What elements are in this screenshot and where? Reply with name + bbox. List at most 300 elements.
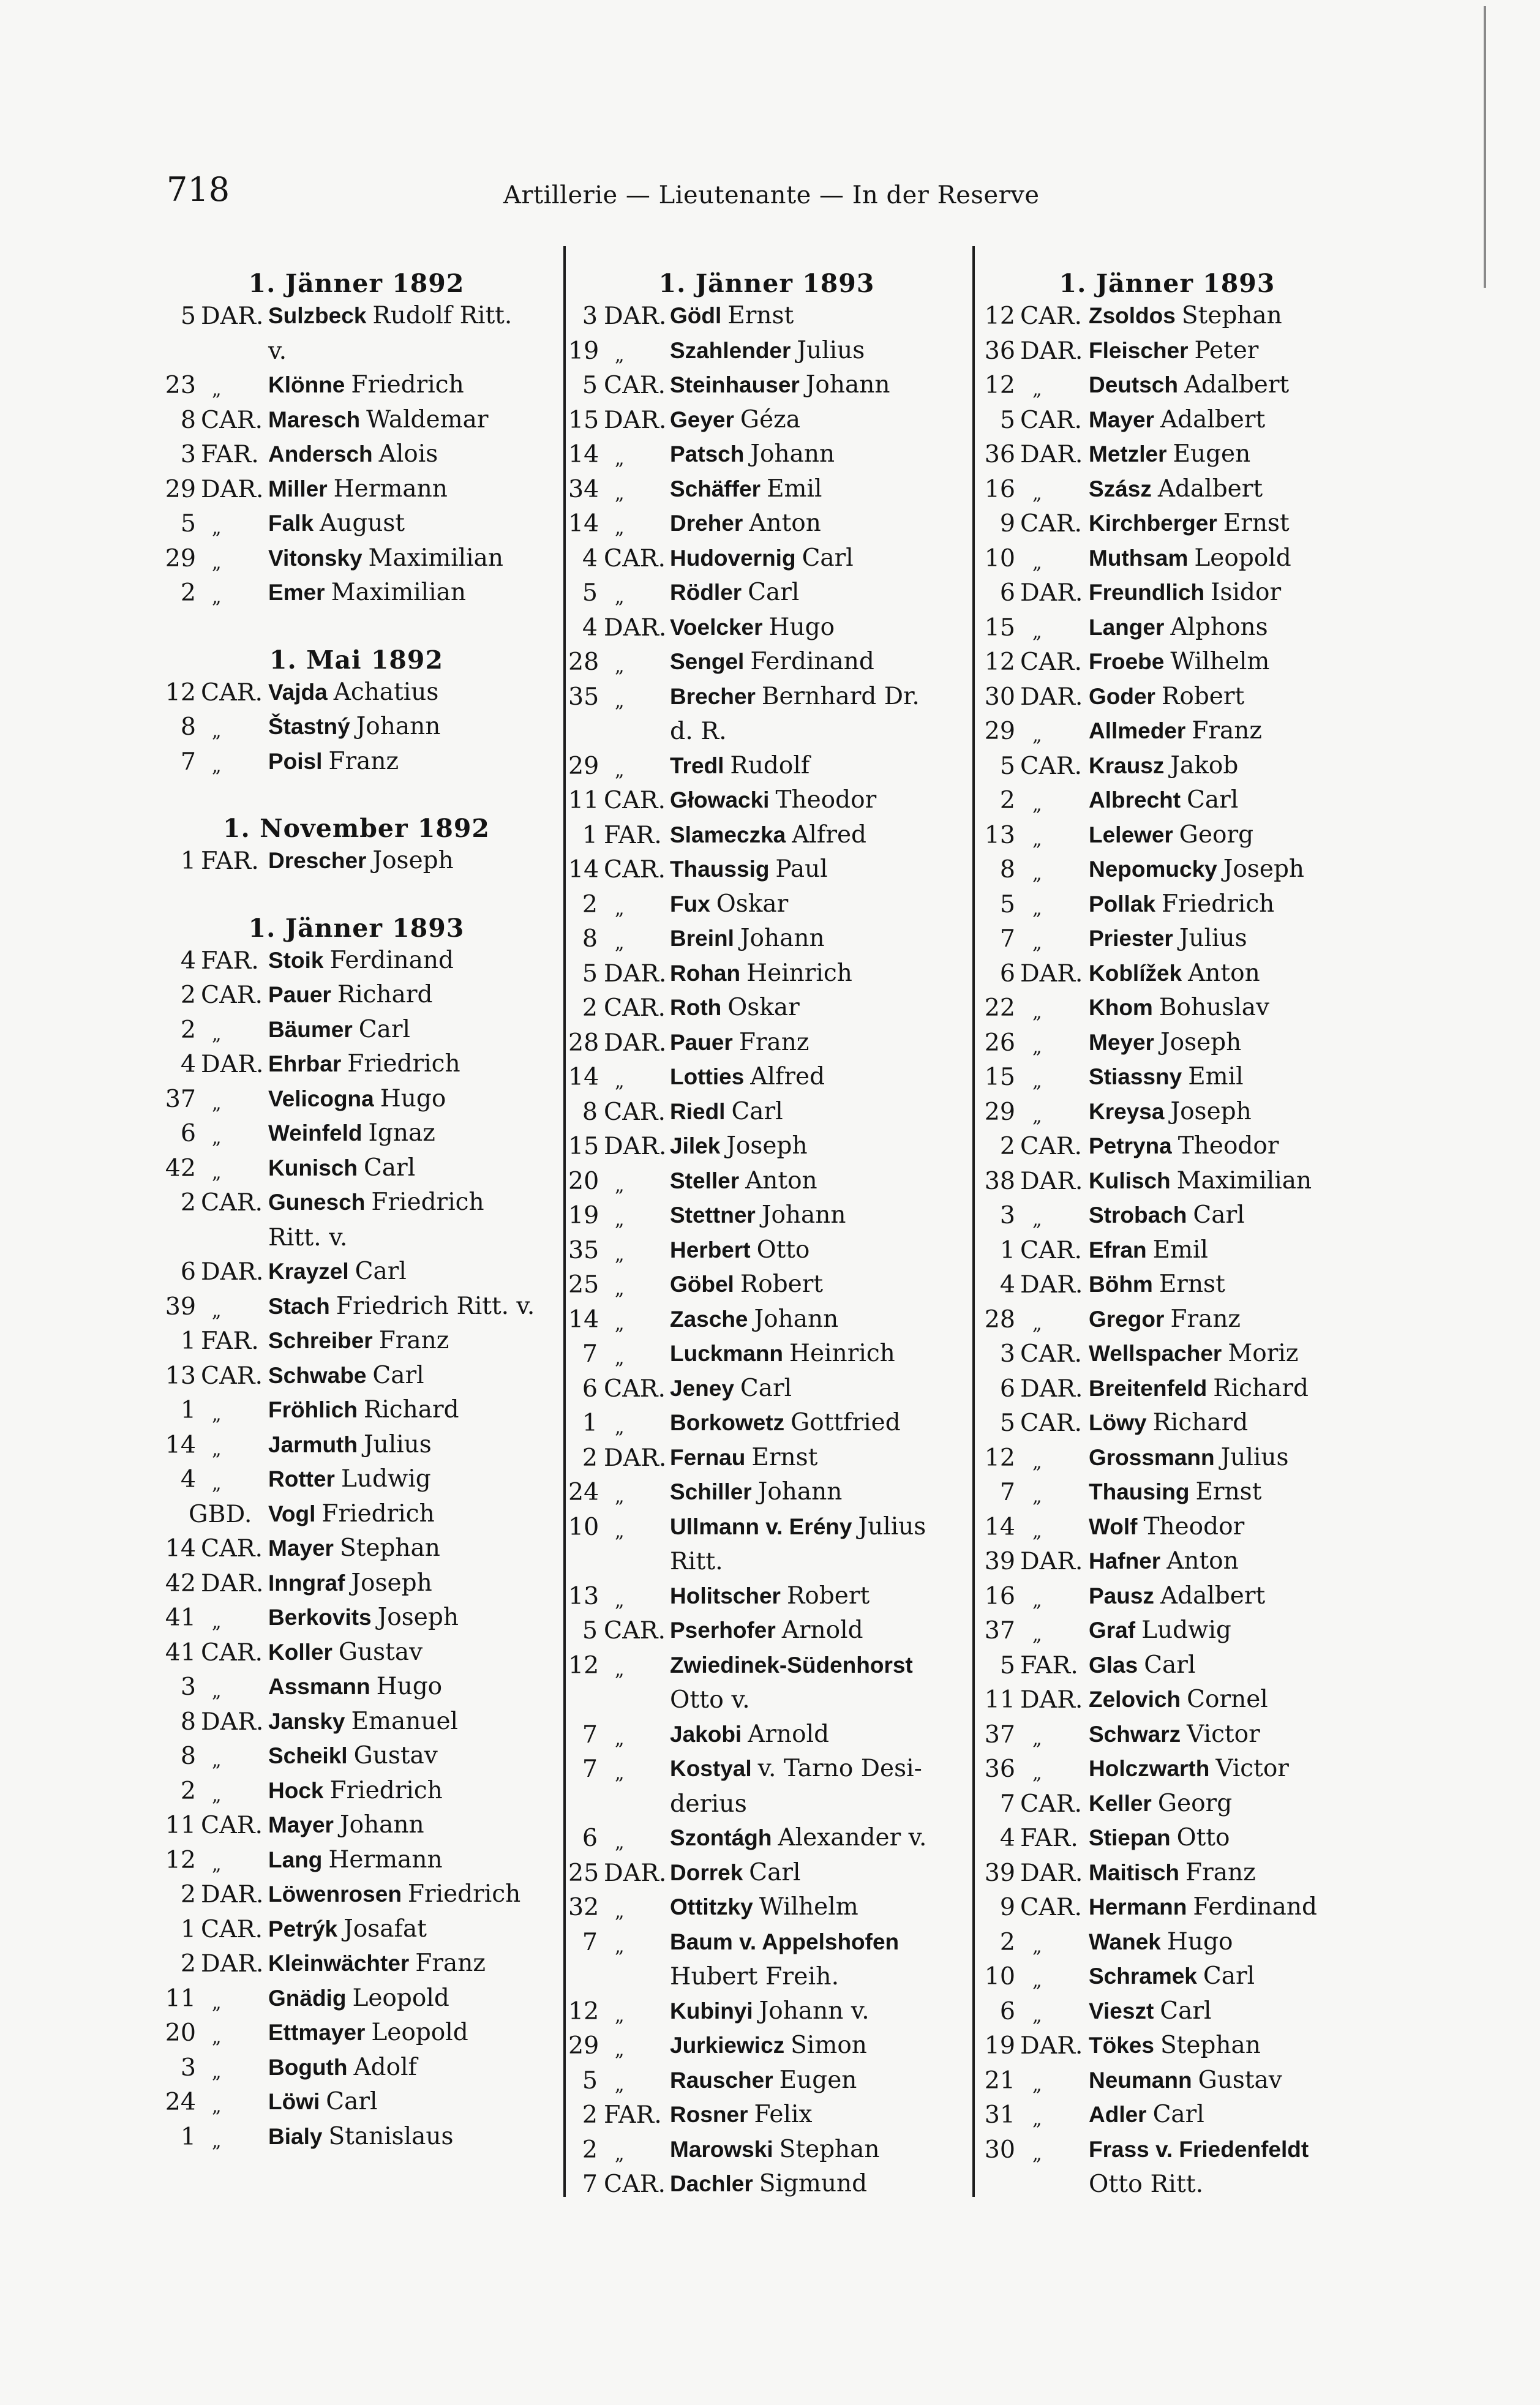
- regiment-number: 14: [568, 509, 599, 538]
- entry-row: [977, 1752, 1357, 1787]
- unit-abbreviation: DAR.: [604, 613, 667, 642]
- regiment-number: 8: [582, 925, 598, 953]
- entry-row: [568, 1821, 965, 1856]
- entry-row: [160, 2016, 552, 2050]
- ditto-mark: „: [615, 759, 625, 781]
- given-names: Carl: [740, 1374, 792, 1402]
- surname: Adler Carl: [1089, 2101, 1204, 2128]
- entry-row: [160, 1497, 552, 1532]
- unit-abbreviation: GBD.: [189, 1499, 252, 1528]
- surname: Kreysa Joseph: [1089, 1097, 1252, 1125]
- entry-row: [977, 1787, 1357, 1822]
- surname: Scheikl Gustav: [268, 1742, 438, 1769]
- surname: Thausing Ernst: [1089, 1478, 1262, 1506]
- continuation-text: Otto Ritt.: [1089, 2170, 1204, 2198]
- entry-row: [160, 944, 552, 978]
- regiment-number: 13: [984, 820, 1015, 849]
- entry-row: [568, 2028, 965, 2063]
- entry-row: [160, 1255, 552, 1289]
- surname: Berkovits Joseph: [268, 1604, 459, 1631]
- surname: Assmann Hugo: [268, 1673, 443, 1700]
- given-names: Emil: [1152, 1236, 1208, 1264]
- regiment-number: 11: [568, 786, 599, 814]
- unit-abbreviation: CAR.: [1020, 405, 1083, 434]
- given-names: Theodor: [1178, 1132, 1279, 1160]
- entry-row: [568, 610, 965, 645]
- regiment-number: 8: [582, 1097, 598, 1126]
- surname: Steinhauser Johann: [670, 371, 890, 399]
- surname: Pausz Adalbert: [1089, 1581, 1266, 1610]
- ditto-mark: „: [615, 1520, 625, 1542]
- entry-row: [160, 1566, 552, 1601]
- entry-row: [977, 749, 1357, 784]
- regiment-number: 4: [180, 1050, 196, 1078]
- ditto-mark: „: [1032, 379, 1042, 400]
- regiment-number: 24: [165, 2088, 196, 2116]
- entry-row: [977, 1994, 1357, 2029]
- entry-row: [977, 1510, 1357, 1545]
- section-heading: 1. Jänner 1892: [248, 269, 465, 298]
- entry-row: [568, 403, 965, 438]
- regiment-number: 25: [568, 1270, 599, 1299]
- given-names: Heinrich: [746, 959, 852, 987]
- entry-row: [568, 783, 965, 818]
- continuation-text: Hubert Freih.: [670, 1962, 839, 1990]
- surname: Schwarz Victor: [1089, 1720, 1260, 1748]
- ditto-mark: „: [1032, 1520, 1042, 1542]
- regiment-number: 9: [999, 1893, 1015, 1921]
- surname: Jeney Carl: [670, 1374, 792, 1402]
- ditto-mark: „: [615, 1589, 625, 1611]
- given-names: Joseph: [372, 847, 454, 874]
- given-names: Carl: [358, 1015, 410, 1043]
- surname: Priester Julius: [1089, 925, 1247, 952]
- surname: Wanek Hugo: [1089, 1927, 1233, 1956]
- entry-continuation: [977, 2167, 1357, 2202]
- entry-row: [977, 680, 1357, 715]
- ditto-mark: „: [212, 2096, 222, 2117]
- surname: Glas Carl: [1089, 1651, 1196, 1679]
- regiment-number: 3: [582, 302, 598, 330]
- unit-abbreviation: CAR.: [1020, 1893, 1083, 1921]
- regiment-number: 13: [165, 1361, 196, 1390]
- unit-abbreviation: CAR.: [604, 2170, 666, 2198]
- regiment-number: 37: [984, 1720, 1015, 1749]
- entry-row: [568, 749, 965, 784]
- surname: Ettmayer Leopold: [268, 2019, 468, 2046]
- given-names: Adalbert: [1157, 475, 1263, 503]
- regiment-number: 15: [984, 1063, 1015, 1091]
- unit-abbreviation: CAR.: [201, 1915, 263, 1943]
- regiment-number: 14: [984, 1512, 1015, 1541]
- regiment-number: 23: [165, 371, 196, 399]
- given-names: Joseph: [377, 1604, 459, 1631]
- given-names: Felix: [754, 2101, 813, 2128]
- surname: Pauer Franz: [670, 1028, 809, 1056]
- entry-row: [568, 1164, 965, 1199]
- entry-row: [977, 1683, 1357, 1717]
- regiment-number: 39: [984, 1858, 1015, 1887]
- unit-abbreviation: DAR.: [604, 405, 667, 434]
- surname: Steller Anton: [670, 1166, 817, 1195]
- surname: Khom Bohuslav: [1089, 994, 1269, 1021]
- surname: Stiassny Emil: [1089, 1063, 1244, 1090]
- entry-row: [568, 1198, 965, 1233]
- regiment-number: 35: [568, 682, 599, 711]
- surname: Göbel Robert: [670, 1270, 824, 1298]
- surname: Herbert Otto: [670, 1236, 810, 1264]
- ditto-mark: „: [1032, 1002, 1042, 1023]
- surname: Petryna Theodor: [1089, 1132, 1279, 1160]
- surname: Wellspacher Moriz: [1089, 1340, 1299, 1367]
- given-names: Hermann: [328, 1845, 443, 1874]
- regiment-number: 14: [165, 1430, 196, 1459]
- surname: Velicogna Hugo: [268, 1084, 446, 1112]
- surname: Wolf Theodor: [1089, 1512, 1245, 1540]
- given-names: Johann: [339, 1811, 424, 1839]
- ditto-mark: „: [615, 1313, 625, 1335]
- entry-continuation: [160, 1220, 552, 1255]
- given-names: Oskar: [716, 890, 789, 918]
- given-names: Otto: [1176, 1824, 1230, 1852]
- regiment-number: 2: [582, 890, 598, 918]
- given-names: Otto: [756, 1236, 810, 1264]
- given-names: Anton: [749, 509, 821, 537]
- page-number: 718: [167, 170, 230, 209]
- given-names: Alfred: [750, 1063, 825, 1090]
- given-names: Ernst: [751, 1443, 818, 1471]
- ditto-mark: „: [212, 1784, 222, 1806]
- regiment-number: 2: [582, 1443, 598, 1472]
- entry-row: [977, 2133, 1357, 2167]
- given-names: Carl: [363, 1154, 416, 1182]
- entry-row: [160, 1670, 552, 1705]
- surname: Löwenrosen Friedrich: [268, 1880, 521, 1908]
- surname: Brecher Bernhard Dr.: [670, 682, 920, 710]
- surname: Zwiedinek-Südenhorst: [670, 1652, 913, 1678]
- unit-abbreviation: FAR.: [604, 2101, 662, 2129]
- surname: Dreher Anton: [670, 509, 821, 537]
- surname: Vajda Achatius: [268, 678, 439, 706]
- unit-abbreviation: CAR.: [604, 1374, 666, 1403]
- surname: Koller Gustav: [268, 1638, 423, 1666]
- surname: Stach Friedrich Ritt. v.: [268, 1292, 535, 1320]
- surname: Szász Adalbert: [1089, 475, 1263, 503]
- regiment-number: 5: [999, 405, 1015, 434]
- regiment-number: 2: [180, 981, 196, 1009]
- regiment-number: 38: [984, 1166, 1015, 1195]
- surname: Dachler Sigmund: [670, 2170, 868, 2197]
- ditto-mark: „: [1032, 932, 1042, 954]
- surname: Schreiber Franz: [268, 1327, 449, 1354]
- entry-row: [568, 1890, 965, 1925]
- entry-row: [977, 1337, 1357, 1371]
- ditto-mark: „: [1032, 898, 1042, 920]
- given-names: Johann: [757, 1478, 843, 1506]
- regiment-number: 14: [568, 1305, 599, 1334]
- surname: Schäffer Emil: [670, 475, 822, 503]
- entry-row: [568, 576, 965, 610]
- regiment-number: 28: [568, 1028, 599, 1057]
- surname: Mayer Johann: [268, 1811, 424, 1839]
- surname: Efran Emil: [1089, 1236, 1208, 1264]
- ditto-mark: „: [1032, 725, 1042, 746]
- ditto-mark: „: [1032, 1589, 1042, 1611]
- unit-abbreviation: CAR.: [604, 855, 666, 884]
- unit-abbreviation: CAR.: [604, 994, 666, 1022]
- regiment-number: 16: [984, 475, 1015, 503]
- entry-row: [160, 403, 552, 438]
- surname: Petrýk Josafat: [268, 1915, 427, 1943]
- surname: Zelovich Cornel: [1089, 1686, 1268, 1713]
- entry-row: [977, 818, 1357, 853]
- entry-row: [160, 1877, 552, 1912]
- entry-row: [160, 1359, 552, 1394]
- given-names: Carl: [1193, 1201, 1245, 1229]
- regiment-number: 29: [984, 717, 1015, 745]
- entry-row: [568, 299, 965, 334]
- regiment-number: 39: [165, 1292, 196, 1321]
- section-heading: 1. Jänner 1893: [658, 269, 875, 298]
- entry-row: [160, 1600, 552, 1635]
- surname: Weinfeld Ignaz: [268, 1119, 435, 1147]
- surname: Pollak Friedrich: [1089, 890, 1275, 918]
- regiment-number: 12: [568, 1997, 599, 2025]
- regiment-number: 5: [999, 1409, 1015, 1437]
- entry-row: [977, 714, 1357, 749]
- given-names: Alois: [378, 440, 438, 468]
- ditto-mark: „: [615, 898, 625, 920]
- regiment-number: 11: [165, 1984, 196, 2013]
- given-names: Isidor: [1211, 579, 1282, 606]
- regiment-number: 6: [999, 959, 1015, 988]
- surname: Zsoldos Stephan: [1089, 302, 1282, 329]
- unit-abbreviation: FAR.: [201, 946, 259, 975]
- ditto-mark: „: [212, 1300, 222, 1322]
- given-names: Carl: [1144, 1651, 1196, 1679]
- regiment-number: 7: [582, 1927, 598, 1956]
- given-names: Adolf: [353, 2053, 417, 2081]
- ditto-mark: „: [615, 1278, 625, 1300]
- given-names: Robert: [740, 1270, 824, 1298]
- given-names: Carl: [1187, 786, 1239, 814]
- given-names: Bohuslav: [1159, 994, 1269, 1021]
- ditto-mark: „: [1032, 1036, 1042, 1058]
- given-names: Eugen: [779, 2066, 857, 2094]
- given-names: Ferdinand: [329, 946, 454, 974]
- regiment-number: 6: [582, 1374, 598, 1403]
- unit-abbreviation: DAR.: [604, 959, 667, 988]
- section-heading: 1. Jänner 1893: [1059, 269, 1275, 298]
- entry-row: [977, 2028, 1357, 2063]
- entry-row: [160, 1531, 552, 1566]
- regiment-number: 3: [999, 1201, 1015, 1229]
- surname: Hermann Ferdinand: [1089, 1893, 1317, 1921]
- entry-row: [568, 1752, 965, 1787]
- surname: Boguth Adolf: [268, 2053, 417, 2081]
- surname: Klönne Friedrich: [268, 371, 464, 399]
- regiment-number: 7: [582, 1755, 598, 1783]
- regiment-number: 41: [165, 1604, 196, 1632]
- given-names: August: [320, 509, 405, 537]
- surname: Lelewer Georg: [1089, 820, 1254, 849]
- ditto-mark: „: [1032, 1071, 1042, 1092]
- given-names: Alfred: [792, 820, 867, 849]
- regiment-number: 5: [999, 1651, 1015, 1679]
- ditto-mark: „: [212, 379, 222, 400]
- ditto-mark: „: [1032, 2109, 1042, 2130]
- ditto-mark: „: [212, 1611, 222, 1633]
- given-names: Carl: [731, 1097, 783, 1125]
- given-names: Maximilian: [368, 544, 503, 572]
- entry-row: [977, 610, 1357, 645]
- column-1: [160, 268, 552, 2154]
- ditto-mark: „: [212, 1438, 222, 1460]
- surname: Graf Ludwig: [1089, 1616, 1231, 1644]
- entry-row: [977, 1267, 1357, 1302]
- regiment-number: 1: [582, 820, 598, 849]
- entry-row: [568, 1060, 965, 1095]
- entry-row: [977, 1026, 1357, 1060]
- ditto-mark: „: [615, 656, 625, 677]
- unit-abbreviation: DAR.: [1020, 1858, 1083, 1887]
- surname: Hafner Anton: [1089, 1547, 1239, 1575]
- ditto-mark: „: [212, 552, 222, 574]
- entry-row: [160, 472, 552, 507]
- ditto-mark: „: [212, 1404, 222, 1425]
- ditto-mark: „: [212, 1992, 222, 2014]
- entry-continuation: [160, 334, 552, 369]
- surname: Meyer Joseph: [1089, 1028, 1242, 1056]
- ditto-mark: „: [1032, 1763, 1042, 1784]
- entry-row: [568, 1267, 965, 1302]
- entry-row: [568, 1613, 965, 1648]
- regiment-number: 7: [180, 747, 196, 776]
- surname: Schwabe Carl: [268, 1361, 424, 1389]
- entry-row: [568, 2167, 965, 2202]
- regiment-number: 4: [582, 544, 598, 572]
- entry-row: [568, 1717, 965, 1752]
- section-gap: [160, 779, 552, 813]
- surname: Borkowetz Gottfried: [670, 1409, 901, 1436]
- given-names: Hugo: [380, 1084, 446, 1112]
- ditto-mark: „: [212, 2027, 222, 2048]
- entry-row: [160, 1428, 552, 1463]
- surname: Albrecht Carl: [1089, 786, 1239, 814]
- given-names: Franz: [328, 747, 399, 775]
- regiment-number: 9: [999, 509, 1015, 538]
- entry-row: [977, 1544, 1357, 1579]
- entry-row: [160, 2120, 552, 2155]
- regiment-number: 3: [999, 1340, 1015, 1368]
- regiment-number: 12: [165, 678, 196, 707]
- regiment-number: 12: [984, 302, 1015, 330]
- regiment-number: 6: [999, 1997, 1015, 2025]
- given-names: Hugo: [768, 613, 835, 641]
- regiment-number: 31: [984, 2101, 1015, 2129]
- surname: Allmeder Franz: [1089, 717, 1262, 745]
- ditto-mark: „: [615, 1071, 625, 1092]
- entry-row: [568, 1994, 965, 2029]
- entry-row: [160, 368, 552, 403]
- surname: Holitscher Robert: [670, 1581, 870, 1610]
- ditto-mark: „: [1032, 863, 1042, 885]
- unit-abbreviation: DAR.: [604, 1028, 667, 1057]
- entry-row: [568, 645, 965, 680]
- given-names: Anton: [1166, 1547, 1239, 1575]
- given-names: Ferdinand: [1193, 1893, 1317, 1921]
- surname: Jilek Joseph: [670, 1132, 808, 1160]
- entry-row: [160, 576, 552, 610]
- given-names: Leopold: [1194, 544, 1291, 572]
- surname: Löwy Richard: [1089, 1409, 1249, 1436]
- entry-row: [977, 1648, 1357, 1683]
- surname: Miller Hermann: [268, 475, 448, 503]
- regiment-number: 14: [568, 1063, 599, 1091]
- regiment-number: 2: [999, 1132, 1015, 1160]
- regiment-number: 29: [165, 544, 196, 572]
- regiment-number: 6: [582, 1824, 598, 1852]
- unit-abbreviation: DAR.: [604, 1858, 667, 1887]
- regiment-number: 24: [568, 1478, 599, 1506]
- regiment-number: 8: [180, 1707, 196, 1736]
- given-names: Johann: [740, 925, 825, 952]
- given-names: Peter: [1194, 336, 1259, 364]
- regiment-number: 15: [568, 1132, 599, 1160]
- given-names: Rudolf Ritt.: [372, 302, 513, 329]
- given-names: Cornel: [1187, 1686, 1268, 1713]
- unit-abbreviation: CAR.: [604, 786, 666, 814]
- ditto-mark: „: [615, 1763, 625, 1784]
- entry-row: [977, 1095, 1357, 1130]
- unit-abbreviation: CAR.: [604, 1616, 666, 1645]
- entry-row: [568, 1510, 965, 1545]
- unit-abbreviation: DAR.: [604, 1443, 667, 1472]
- section-heading: 1. Jänner 1893: [248, 913, 465, 943]
- ditto-mark: „: [615, 2143, 625, 2165]
- surname: Krayzel Carl: [268, 1258, 407, 1285]
- surname: Inngraf Joseph: [268, 1569, 432, 1597]
- ditto-mark: „: [212, 1853, 222, 1875]
- regiment-number: 7: [582, 2170, 598, 2198]
- surname: Neumann Gustav: [1089, 2066, 1282, 2094]
- column-rule-2: [972, 246, 975, 2197]
- given-names: Emil: [1188, 1063, 1244, 1090]
- surname: Gödl Ernst: [670, 302, 794, 329]
- entry-row: [568, 1337, 965, 1371]
- page-edge-mark: [1484, 6, 1486, 288]
- entry-row: [977, 2063, 1357, 2098]
- ditto-mark: „: [615, 1901, 625, 1923]
- given-names: Carl: [802, 544, 854, 572]
- surname: Lang Hermann: [268, 1845, 443, 1874]
- surname: Stiepan Otto: [1089, 1824, 1230, 1852]
- surname: Stettner Johann: [670, 1201, 846, 1229]
- continuation-text: d. R.: [670, 717, 727, 745]
- given-names: Gottfried: [791, 1409, 901, 1436]
- given-names: Franz: [378, 1327, 449, 1354]
- unit-abbreviation: FAR.: [1020, 1651, 1078, 1679]
- ditto-mark: „: [615, 587, 625, 608]
- regiment-number: 1: [180, 1327, 196, 1355]
- surname: Böhm Ernst: [1089, 1270, 1225, 1298]
- surname: Ottitzky Wilhelm: [670, 1893, 858, 1921]
- given-names: Anton: [1188, 959, 1260, 987]
- given-names: Victor: [1187, 1720, 1260, 1748]
- entry-row: [160, 1843, 552, 1878]
- regiment-number: 2: [180, 579, 196, 607]
- regiment-number: 5: [582, 579, 598, 607]
